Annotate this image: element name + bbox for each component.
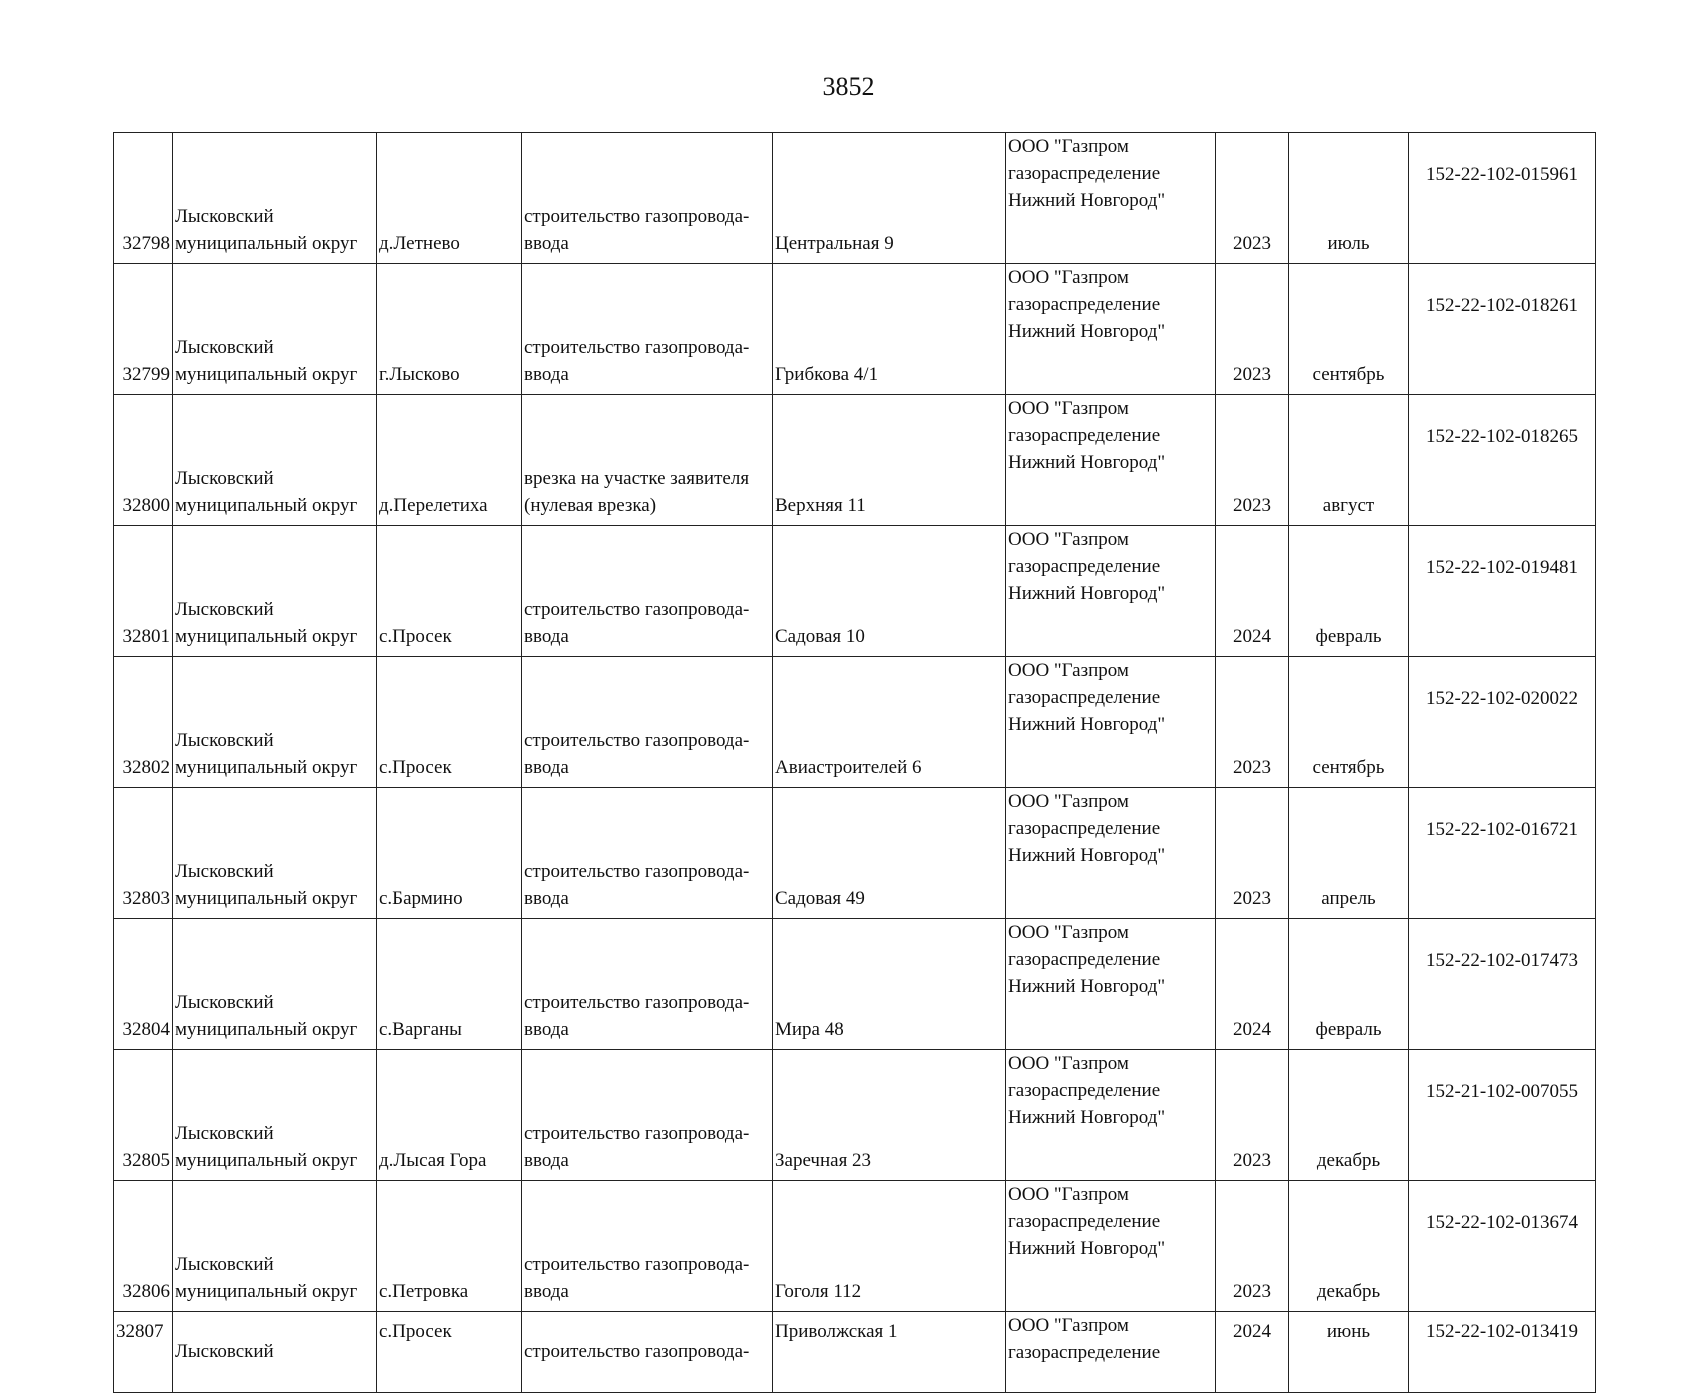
cell-line: 32805 [122, 1150, 170, 1171]
cell-line: ООО "Газпром [1008, 922, 1129, 943]
work-type-cell [522, 264, 773, 395]
row-number [114, 657, 173, 788]
organization-cell [1006, 395, 1216, 526]
cell-line: 2023 [1233, 757, 1271, 778]
cell-line: февраль [1315, 626, 1382, 647]
cell-line: с.Просек [379, 757, 452, 778]
cell-line: с.Бармино [379, 888, 463, 909]
table-row [114, 1312, 1596, 1393]
cell-line: ввода [524, 1019, 569, 1040]
cell-line: газораспределение [1008, 294, 1161, 315]
table-row [114, 788, 1596, 919]
year-cell [1216, 1181, 1289, 1312]
cell-line: газораспределение [1008, 1342, 1161, 1363]
organization-cell [1006, 133, 1216, 264]
cell-line: Приволжская 1 [775, 1321, 898, 1342]
month-cell [1289, 657, 1409, 788]
table-row [114, 657, 1596, 788]
cell-line: газораспределение [1008, 163, 1161, 184]
row-number [114, 919, 173, 1050]
organization-cell [1006, 788, 1216, 919]
district-cell [173, 526, 377, 657]
cell-line: муниципальный округ [175, 1281, 358, 1302]
cell-line: Нижний Новгород" [1008, 1238, 1166, 1259]
cell-line: Нижний Новгород" [1008, 1107, 1166, 1128]
cell-line: ООО "Газпром [1008, 1053, 1129, 1074]
cell-line: г.Лысково [379, 364, 460, 385]
code-cell [1409, 919, 1596, 1050]
cell-line: 152-22-102-013419 [1426, 1321, 1578, 1342]
cell-line: Нижний Новгород" [1008, 714, 1166, 735]
cell-line: Нижний Новгород" [1008, 583, 1166, 604]
cell-line: муниципальный округ [175, 757, 358, 778]
cell-line: 2023 [1233, 888, 1271, 909]
work-type-cell [522, 1181, 773, 1312]
year-cell [1216, 264, 1289, 395]
cell-line: д.Перелетиха [379, 495, 488, 516]
cell-line: ООО "Газпром [1008, 791, 1129, 812]
code-cell [1409, 526, 1596, 657]
cell-line: ООО "Газпром [1008, 1315, 1129, 1336]
cell-line: 152-22-102-018265 [1426, 426, 1578, 447]
month-cell [1289, 264, 1409, 395]
cell-line: август [1322, 495, 1375, 516]
cell-line: 32806 [122, 1281, 170, 1302]
cell-line: 2023 [1233, 233, 1271, 254]
settlement-cell [377, 919, 522, 1050]
cell-line: 2023 [1233, 1150, 1271, 1171]
cell-line: 152-22-102-018261 [1426, 295, 1578, 316]
cell-line: 32801 [122, 626, 170, 647]
cell-line: 2023 [1233, 364, 1271, 385]
work-type-cell [522, 133, 773, 264]
code-cell [1409, 133, 1596, 264]
table-row [114, 919, 1596, 1050]
cell-line: муниципальный округ [175, 233, 358, 254]
cell-line: ввода [524, 757, 569, 778]
cell-line: ввода [524, 1281, 569, 1302]
row-number [114, 1181, 173, 1312]
year-cell [1216, 657, 1289, 788]
cell-line: Нижний Новгород" [1008, 452, 1166, 473]
cell-line: газораспределение [1008, 425, 1161, 446]
cell-line: (нулевая врезка) [524, 495, 657, 516]
code-cell [1409, 1312, 1596, 1393]
year-cell [1216, 1050, 1289, 1181]
cell-line: ООО "Газпром [1008, 660, 1129, 681]
cell-line: муниципальный округ [175, 364, 358, 385]
cell-line: ООО "Газпром [1008, 136, 1129, 157]
settlement-cell [377, 1181, 522, 1312]
cell-line: ввода [524, 626, 569, 647]
cell-line: ООО "Газпром [1008, 1184, 1129, 1205]
row-number [114, 526, 173, 657]
cell-line: Нижний Новгород" [1008, 190, 1166, 211]
row-number [114, 1050, 173, 1181]
cell-line: Нижний Новгород" [1008, 845, 1166, 866]
records-table [113, 132, 1596, 1393]
cell-line: строительство газопровода- [524, 1341, 750, 1362]
month-cell [1289, 526, 1409, 657]
cell-line: ввода [524, 364, 569, 385]
address-cell [773, 1312, 1006, 1393]
row-number [114, 133, 173, 264]
cell-line: с.Петровка [379, 1281, 469, 1302]
cell-line: 32804 [122, 1019, 170, 1040]
district-cell [173, 1050, 377, 1181]
cell-line: 152-22-102-016721 [1426, 819, 1578, 840]
address-cell [773, 657, 1006, 788]
code-cell [1409, 657, 1596, 788]
cell-line: строительство газопровода- [524, 730, 750, 751]
cell-line: Грибкова 4/1 [775, 364, 879, 385]
cell-line: ввода [524, 1150, 569, 1171]
organization-cell [1006, 1050, 1216, 1181]
table-row [114, 264, 1596, 395]
address-cell [773, 264, 1006, 395]
settlement-cell [377, 788, 522, 919]
district-cell [173, 1312, 377, 1393]
cell-line: ввода [524, 233, 569, 254]
cell-line: Центральная 9 [775, 233, 894, 254]
settlement-cell [377, 657, 522, 788]
cell-line: декабрь [1316, 1281, 1381, 1302]
cell-line: 32803 [122, 888, 170, 909]
cell-line: муниципальный округ [175, 495, 358, 516]
address-cell [773, 133, 1006, 264]
code-cell [1409, 1050, 1596, 1181]
district-cell [173, 133, 377, 264]
address-cell [773, 919, 1006, 1050]
cell-line: д.Летнево [379, 233, 460, 254]
cell-line: Лысковский [175, 992, 274, 1013]
cell-line: 2024 [1233, 1019, 1271, 1040]
cell-line: ввода [524, 888, 569, 909]
organization-cell [1006, 1312, 1216, 1393]
cell-line: Мира 48 [775, 1019, 844, 1040]
cell-line: сентябрь [1312, 757, 1385, 778]
address-cell [773, 788, 1006, 919]
cell-line: Заречная 23 [775, 1150, 872, 1171]
organization-cell [1006, 657, 1216, 788]
row-number [114, 788, 173, 919]
cell-line: Садовая 10 [775, 626, 865, 647]
cell-line: 152-22-102-017473 [1426, 950, 1578, 971]
cell-line: ООО "Газпром [1008, 398, 1129, 419]
cell-line: Лысковский [175, 1254, 274, 1275]
cell-line: газораспределение [1008, 556, 1161, 577]
cell-line: газораспределение [1008, 1211, 1161, 1232]
cell-line: ООО "Газпром [1008, 267, 1129, 288]
district-cell [173, 264, 377, 395]
cell-line: муниципальный округ [175, 888, 358, 909]
organization-cell [1006, 919, 1216, 1050]
settlement-cell [377, 526, 522, 657]
cell-line: 32799 [122, 364, 170, 385]
cell-line: 32802 [122, 757, 170, 778]
work-type-cell [522, 1312, 773, 1393]
settlement-cell [377, 1312, 522, 1393]
cell-line: д.Лысая Гора [379, 1150, 487, 1171]
cell-line: 152-22-102-019481 [1426, 557, 1578, 578]
cell-line: Садовая 49 [775, 888, 865, 909]
month-cell [1289, 919, 1409, 1050]
organization-cell [1006, 526, 1216, 657]
month-cell [1289, 788, 1409, 919]
table-row [114, 133, 1596, 264]
cell-line: Лысковский [175, 468, 274, 489]
settlement-cell [377, 133, 522, 264]
cell-line: Лысковский [175, 337, 274, 358]
cell-line: строительство газопровода- [524, 206, 750, 227]
cell-line: ООО "Газпром [1008, 529, 1129, 550]
cell-line: 32807 [116, 1321, 164, 1342]
district-cell [173, 788, 377, 919]
settlement-cell [377, 264, 522, 395]
cell-line: Лысковский [175, 1341, 274, 1362]
code-cell [1409, 1181, 1596, 1312]
settlement-cell [377, 395, 522, 526]
district-cell [173, 395, 377, 526]
cell-line: Нижний Новгород" [1008, 321, 1166, 342]
year-cell [1216, 919, 1289, 1050]
cell-line: 2024 [1233, 1321, 1271, 1342]
table-row [114, 1181, 1596, 1312]
cell-line: муниципальный округ [175, 1019, 358, 1040]
month-cell [1289, 1312, 1409, 1393]
cell-line: муниципальный округ [175, 1150, 358, 1171]
cell-line: строительство газопровода- [524, 337, 750, 358]
code-cell [1409, 264, 1596, 395]
year-cell [1216, 1312, 1289, 1393]
year-cell [1216, 133, 1289, 264]
cell-line: врезка на участке заявителя [524, 468, 750, 489]
cell-line: 2024 [1233, 626, 1271, 647]
work-type-cell [522, 1050, 773, 1181]
cell-line: строительство газопровода- [524, 1254, 750, 1275]
cell-line: газораспределение [1008, 1080, 1161, 1101]
organization-cell [1006, 1181, 1216, 1312]
year-cell [1216, 788, 1289, 919]
work-type-cell [522, 526, 773, 657]
cell-line: 2023 [1233, 1281, 1271, 1302]
cell-line: газораспределение [1008, 818, 1161, 839]
cell-line: с.Варганы [379, 1019, 462, 1040]
work-type-cell [522, 788, 773, 919]
cell-line: Лысковский [175, 730, 274, 751]
cell-line: Гоголя 112 [775, 1281, 862, 1302]
cell-line: декабрь [1316, 1150, 1381, 1171]
district-cell [173, 1181, 377, 1312]
cell-line: 152-22-102-013674 [1426, 1212, 1578, 1233]
row-number [114, 264, 173, 395]
cell-line: с.Просек [379, 1321, 452, 1342]
code-cell [1409, 395, 1596, 526]
cell-line: строительство газопровода- [524, 992, 750, 1013]
work-type-cell [522, 657, 773, 788]
table-row [114, 395, 1596, 526]
organization-cell [1006, 264, 1216, 395]
cell-line: муниципальный округ [175, 626, 358, 647]
cell-line: Лысковский [175, 1123, 274, 1144]
cell-line: Верхняя 11 [775, 495, 866, 516]
cell-line: Лысковский [175, 861, 274, 882]
cell-line: Лысковский [175, 599, 274, 620]
month-cell [1289, 133, 1409, 264]
address-cell [773, 395, 1006, 526]
row-number [114, 1312, 173, 1393]
address-cell [773, 1181, 1006, 1312]
page-number: 3852 [822, 72, 875, 101]
cell-line: с.Просек [379, 626, 452, 647]
row-number [114, 395, 173, 526]
table-row [114, 526, 1596, 657]
cell-line: 152-21-102-007055 [1426, 1081, 1578, 1102]
cell-line: сентябрь [1312, 364, 1385, 385]
year-cell [1216, 395, 1289, 526]
cell-line: июль [1327, 233, 1370, 254]
address-cell [773, 1050, 1006, 1181]
work-type-cell [522, 395, 773, 526]
cell-line: апрель [1321, 888, 1376, 909]
cell-line: 32800 [122, 495, 170, 516]
cell-line: 152-22-102-015961 [1426, 164, 1578, 185]
address-cell [773, 526, 1006, 657]
month-cell [1289, 1050, 1409, 1181]
cell-line: строительство газопровода- [524, 599, 750, 620]
month-cell [1289, 395, 1409, 526]
table-row [114, 1050, 1596, 1181]
cell-line: газораспределение [1008, 949, 1161, 970]
cell-line: 2023 [1233, 495, 1271, 516]
district-cell [173, 919, 377, 1050]
cell-line: газораспределение [1008, 687, 1161, 708]
cell-line: 152-22-102-020022 [1426, 688, 1578, 709]
district-cell [173, 657, 377, 788]
cell-line: 32798 [122, 233, 170, 254]
year-cell [1216, 526, 1289, 657]
cell-line: Лысковский [175, 206, 274, 227]
cell-line: строительство газопровода- [524, 861, 750, 882]
cell-line: Авиастроителей 6 [775, 757, 922, 778]
settlement-cell [377, 1050, 522, 1181]
work-type-cell [522, 919, 773, 1050]
code-cell [1409, 788, 1596, 919]
cell-line: строительство газопровода- [524, 1123, 750, 1144]
cell-line: июнь [1326, 1321, 1371, 1342]
cell-line: Нижний Новгород" [1008, 976, 1166, 997]
cell-line: февраль [1315, 1019, 1382, 1040]
month-cell [1289, 1181, 1409, 1312]
